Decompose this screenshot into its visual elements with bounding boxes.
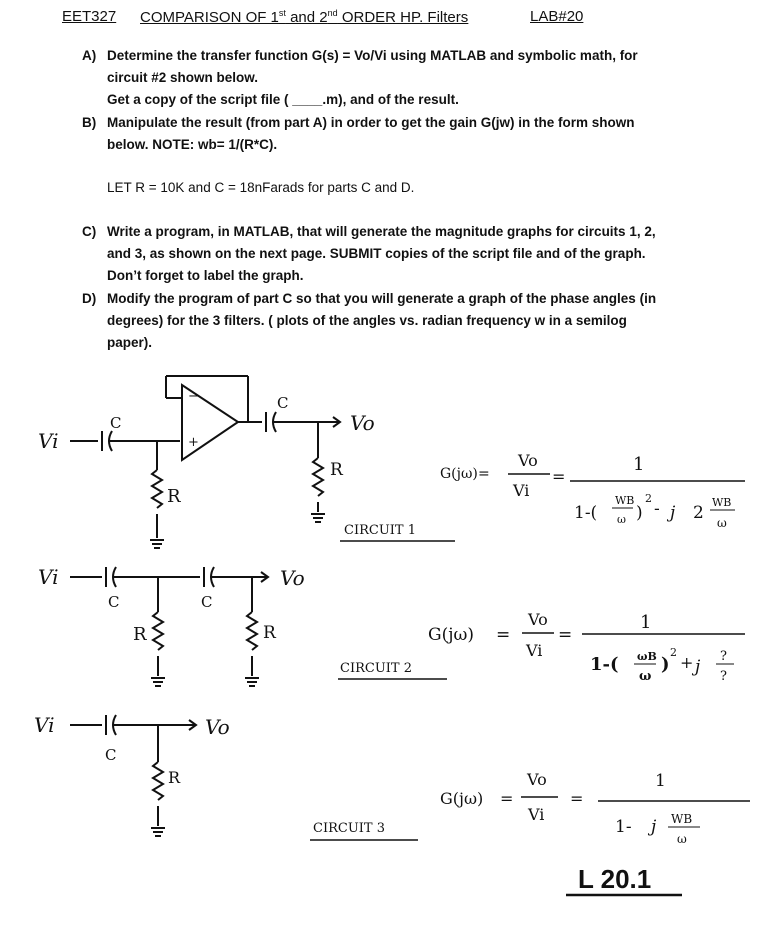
numerator: Vo — [527, 770, 547, 789]
task-text: Don’t forget to label the graph. — [107, 268, 304, 283]
cap-label: C — [201, 593, 213, 611]
lab-title: COMPARISON OF 1st and 2nd ORDER HP. Filters — [140, 8, 469, 26]
task-label: D) — [82, 291, 97, 306]
task-text: Get a copy of the script file ( ____.m), and of the result. — [107, 92, 459, 107]
equals-sign: = — [500, 789, 514, 808]
vin-label: Vi — [38, 429, 59, 453]
circuit-label: CIRCUIT 2 — [340, 661, 412, 676]
course-code: EET327 — [62, 8, 117, 25]
term: - — [654, 499, 660, 519]
resistor-label: R — [167, 486, 181, 507]
circuit-2 — [70, 567, 268, 686]
wb: WB — [615, 494, 635, 507]
vout-label: Vo — [350, 411, 375, 435]
task-text: Manipulate the result (from part A) in order to get the gain G(jw) in the form shown — [107, 115, 635, 130]
term: ) — [661, 654, 670, 675]
equals-sign: = — [552, 467, 566, 486]
task-text: and 3, as shown on the next page. SUBMIT copies of the script file and of the graph. — [107, 246, 646, 261]
exponent: 2 — [645, 492, 652, 505]
numerator-one: 1 — [655, 771, 666, 791]
resistor-label: R — [168, 768, 181, 787]
circuit-3-labels — [34, 713, 385, 836]
task-text: paper). — [107, 335, 153, 350]
wb: ωB — [637, 650, 657, 663]
omega: ω — [617, 513, 626, 526]
circuit-2-labels — [38, 565, 412, 676]
j: j — [651, 817, 657, 837]
equals-sign: = — [496, 625, 511, 645]
numerator-one: 1 — [633, 454, 645, 475]
numerator-one: 1 — [640, 612, 652, 633]
wb: WB — [712, 496, 732, 509]
cap-label: C — [105, 746, 117, 764]
resistor-label: R — [133, 624, 147, 645]
task-label: A) — [82, 48, 97, 63]
unknown: ? — [720, 669, 727, 684]
term: 2 — [693, 503, 704, 523]
term: + — [680, 653, 694, 672]
formula-2 — [428, 610, 745, 684]
g-label: G(jω) — [440, 789, 484, 808]
unknown: ? — [720, 649, 727, 664]
equals-sign: = — [558, 625, 573, 645]
g-label: G(jω) — [428, 625, 474, 645]
j: j — [670, 503, 676, 523]
omega: ω — [639, 669, 652, 684]
task-label: C) — [82, 224, 97, 239]
circuit-label: CIRCUIT 3 — [313, 821, 385, 836]
plus-sign: + — [188, 435, 199, 450]
numerator: Vo — [518, 451, 538, 470]
task-text: below. NOTE: wb= 1/(R*C). — [107, 137, 278, 152]
cap-label: C — [277, 394, 289, 412]
equals-sign: = — [478, 466, 490, 482]
vout-label: Vo — [280, 566, 305, 590]
term: 1- — [615, 817, 632, 837]
circuit-label: CIRCUIT 1 — [344, 523, 416, 538]
circuit-1 — [70, 376, 340, 548]
cap-label: C — [110, 414, 122, 432]
formula-3 — [440, 770, 750, 846]
numerator: Vo — [528, 610, 548, 629]
vin-label: Vi — [34, 713, 55, 737]
term: ) — [636, 503, 643, 523]
omega: ω — [717, 516, 727, 530]
term: 1-( — [590, 654, 619, 675]
denominator: Vi — [513, 481, 530, 500]
exponent: 2 — [670, 646, 677, 659]
page-label: L 20.1 — [578, 864, 652, 894]
resistor-label: R — [330, 460, 343, 480]
lab-number: LAB#20 — [530, 8, 584, 25]
minus-sign: − — [188, 389, 199, 404]
task-text: Determine the transfer function G(s) = Vo/Vi using MATLAB and symbolic math, for — [107, 48, 638, 63]
task-text: circuit #2 shown below. — [107, 70, 259, 85]
circuit-1-labels — [38, 389, 416, 538]
g-label: G(jω) — [440, 466, 478, 482]
task-label: B) — [82, 115, 97, 130]
resistor-label: R — [263, 623, 276, 643]
task-text: Write a program, in MATLAB, that will generate the magnitude graphs for circuits 1, 2, — [107, 224, 656, 239]
j: j — [695, 657, 701, 677]
term: 1-( — [574, 503, 598, 523]
vin-label: Vi — [38, 565, 59, 589]
formula-1 — [440, 451, 745, 530]
task-text: degrees) for the 3 filters. ( plots of the angles vs. radian frequency w in a semilog — [107, 313, 627, 328]
let-line: LET R = 10K and C = 18nFarads for parts C and D. — [107, 180, 415, 195]
denominator: Vi — [528, 805, 545, 824]
task-text: Modify the program of part C so that you will generate a graph of the phase angles (in — [107, 291, 657, 306]
denominator: Vi — [526, 641, 543, 660]
cap-label: C — [108, 593, 120, 611]
wb: WB — [671, 812, 693, 826]
omega: ω — [677, 832, 687, 846]
equals-sign: = — [570, 789, 584, 808]
vout-label: Vo — [205, 715, 230, 739]
